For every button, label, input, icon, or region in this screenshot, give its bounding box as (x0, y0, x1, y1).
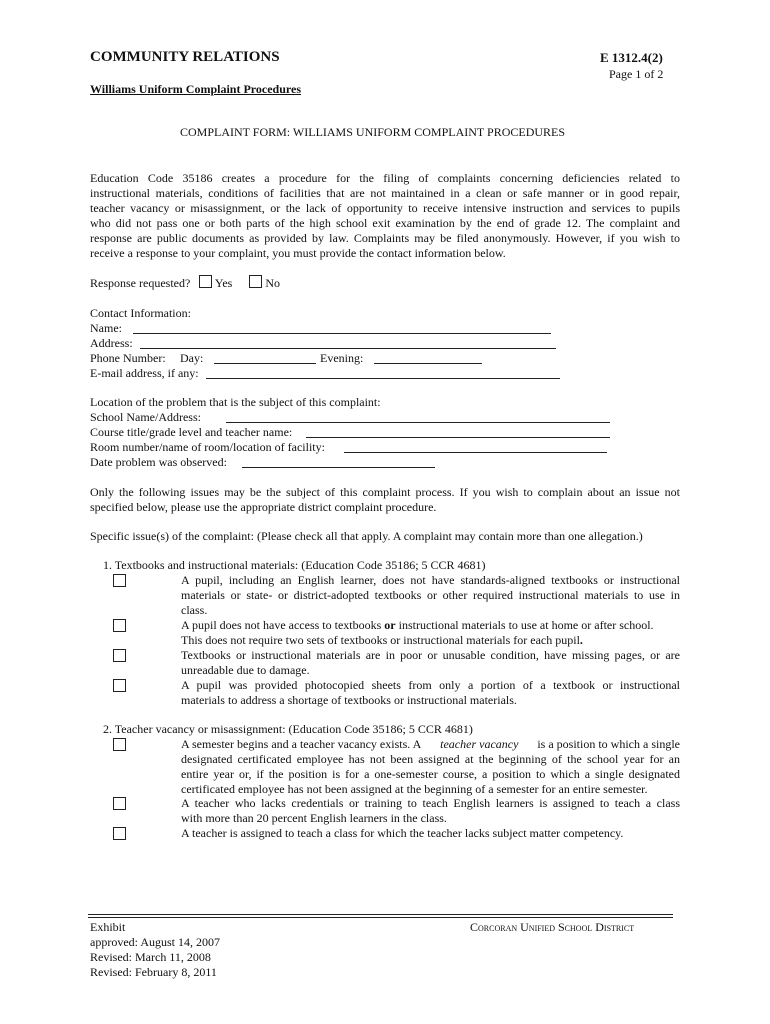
address-label: Address: (90, 336, 133, 350)
footer-rule (88, 914, 673, 915)
email-field[interactable] (206, 378, 560, 379)
response-label: Response requested? (90, 276, 191, 290)
document-subtitle: Williams Uniform Complaint Procedures (90, 82, 301, 96)
section-title: COMMUNITY RELATIONS (90, 49, 280, 65)
phone-label: Phone Number: (90, 351, 166, 365)
footer-revised: Revised: March 11, 2008 (90, 950, 211, 964)
school-field[interactable] (226, 422, 610, 423)
issue-text: A pupil, including an English learner, does not have standards-aligned textbooks or instructional (181, 573, 680, 587)
intro-line: Education Code 35186 creates a procedure for the filing of complaints concerning deficiencies related to (90, 171, 680, 185)
intro-line: receive a response to your complaint, you must provide the contact information below. (90, 246, 506, 260)
issue-text: entire year or, if the position is for a one-semester course, a position to which a single designated (181, 767, 680, 781)
footer-exhibit: Exhibit (90, 920, 126, 934)
location-heading: Location of the problem that is the subject of this complaint: (90, 395, 381, 409)
email-label: E-mail address, if any: (90, 366, 199, 380)
issue-checkbox[interactable] (113, 679, 126, 692)
room-field[interactable] (344, 452, 607, 453)
issue-checkbox[interactable] (113, 619, 126, 632)
evening-label: Evening: (320, 351, 364, 365)
footer-revised: Revised: February 8, 2011 (90, 965, 217, 979)
issue-text: This does not require two sets of textbooks or instructional materials for each pupil. (181, 633, 583, 647)
issue-text: A pupil does not have access to textbooks or instructional materials to use at home or after school. (181, 618, 654, 632)
issue-text: unreadable due to damage. (181, 663, 310, 677)
issue-checkbox[interactable] (113, 574, 126, 587)
issue-text: materials or state- or district-adopted textbooks or other required instructional materials to use in (181, 588, 680, 602)
issue-text: class. (181, 603, 208, 617)
emphasis-or: or (384, 618, 396, 632)
school-label: School Name/Address: (90, 410, 201, 424)
section2-heading: 2. Teacher vacancy or misassignment: (Education Code 35186; 5 CCR 4681) (103, 722, 473, 736)
day-label: Day: (180, 351, 204, 365)
issue-checkbox[interactable] (113, 649, 126, 662)
address-field[interactable] (140, 348, 556, 349)
course-field[interactable] (306, 437, 610, 438)
scope-note-line: specified below, please use the appropriate district complaint procedure. (90, 500, 437, 514)
name-field[interactable] (133, 333, 551, 334)
issue-checkbox[interactable] (113, 797, 126, 810)
scope-note-line: Only the following issues may be the subject of this complaint process. If you wish to complain about an issue not (90, 485, 680, 499)
day-phone-field[interactable] (214, 363, 316, 364)
yes-checkbox[interactable] (199, 275, 212, 288)
issue-text: with more than 20 percent English learners in the class. (181, 811, 447, 825)
issue-text: A pupil was provided photocopied sheets from only a portion of a textbook or instructional (181, 678, 680, 692)
no-label: No (265, 276, 281, 290)
intro-line: who did not pass one or both parts of the high school exit examination by the end of grade 12. The complaint and (90, 216, 680, 230)
footer-approved: approved: August 14, 2007 (90, 935, 220, 949)
issue-text: A semester begins and a teacher vacancy exists. A teacher vacancy is a position to which a single (181, 737, 680, 751)
page-number: Page 1 of 2 (609, 67, 664, 81)
issue-checkbox[interactable] (113, 827, 126, 840)
issue-text: certificated employee has not been assigned at the beginning of a semester for an entire semester. (181, 782, 648, 796)
course-label: Course title/grade level and teacher name: (90, 425, 293, 439)
room-label: Room number/name of room/location of facility: (90, 440, 325, 454)
intro-line: instructional materials, conditions of facilities that are not maintained in a clean or safe manner or in good repair, (90, 186, 680, 200)
no-checkbox[interactable] (249, 275, 262, 288)
intro-line: response are public documents as provided by law. Complaints may be filed anonymously. However, if you wish to (90, 231, 680, 245)
issue-text: materials to address a shortage of textbooks or instructional materials. (181, 693, 517, 707)
yes-label: Yes (214, 276, 233, 290)
footer-rule (88, 917, 673, 918)
issue-checkbox[interactable] (113, 738, 126, 751)
contact-heading: Contact Information: (90, 306, 191, 320)
intro-line: teacher vacancy or misassignment, or the lack of opportunity to receive intensive instruction and services to pupils (90, 201, 680, 215)
issue-text: A teacher who lacks credentials or training to teach English learners is assigned to teach a class (181, 796, 680, 810)
date-field[interactable] (242, 467, 435, 468)
evening-phone-field[interactable] (374, 363, 482, 364)
footer-district: Corcoran Unified School District (470, 920, 635, 934)
section1-heading: 1. Textbooks and instructional materials: (Education Code 35186; 5 CCR 4681) (103, 558, 486, 572)
issue-text: designated certificated employee has not been assigned at the beginning of the school year for an (181, 752, 680, 766)
date-label: Date problem was observed: (90, 455, 227, 469)
issue-text: Textbooks or instructional materials are in poor or unusable condition, have missing pages, or are (181, 648, 680, 662)
name-label: Name: (90, 321, 122, 335)
issue-text: A teacher is assigned to teach a class for which the teacher lacks subject matter competency. (181, 826, 624, 840)
form-title: COMPLAINT FORM: WILLIAMS UNIFORM COMPLAINT PROCEDURES (180, 125, 566, 139)
exhibit-code: E 1312.4(2) (600, 50, 663, 65)
term-teacher-vacancy: teacher vacancy (440, 737, 519, 751)
response-requested (90, 275, 280, 291)
specific-issues-heading: Specific issue(s) of the complaint: (Please check all that apply. A complaint may contain more than one allegation.) (90, 529, 643, 543)
